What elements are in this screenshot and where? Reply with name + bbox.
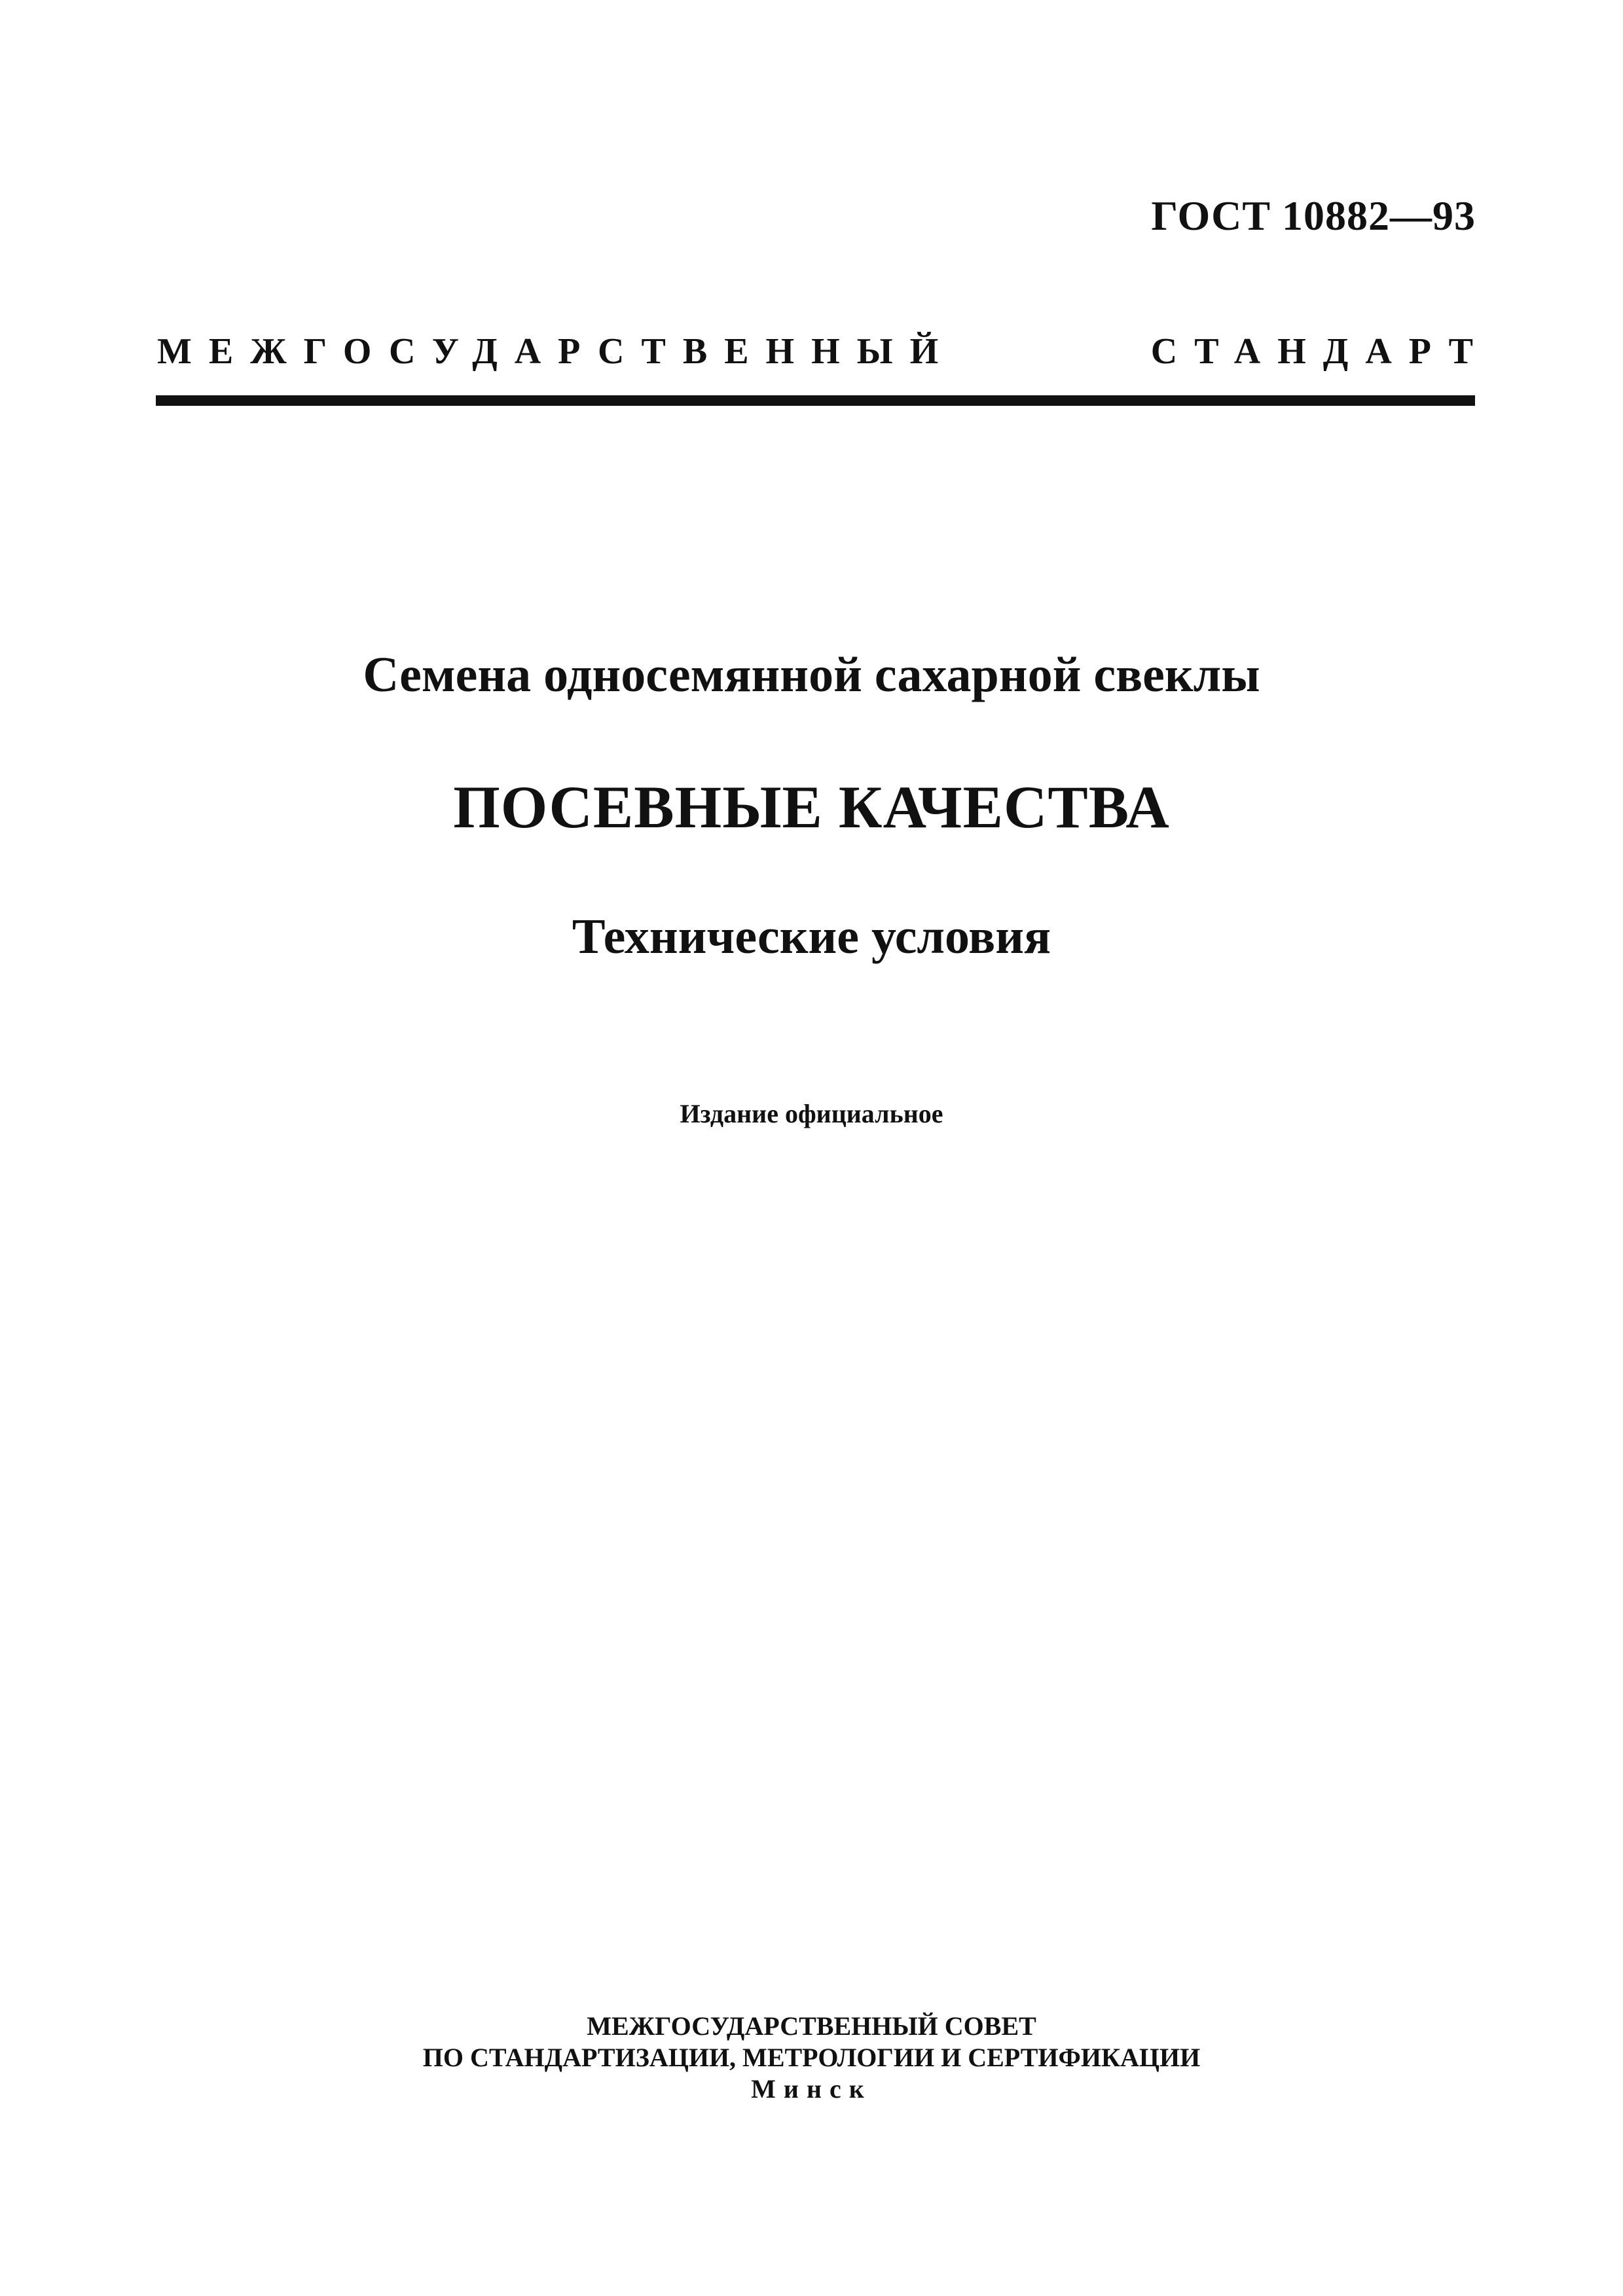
publisher-line-1: МЕЖГОСУДАРСТВЕННЫЙ СОВЕТ xyxy=(587,2011,1036,2041)
publisher-line-2: ПО СТАНДАРТИЗАЦИИ, МЕТРОЛОГИИ И СЕРТИФИКАЦИИ xyxy=(422,2043,1201,2072)
header-divider-rule xyxy=(156,395,1475,406)
standard-category-word-1: МЕЖГОСУДАРСТВЕННЫЙ xyxy=(157,331,956,372)
standard-category-header xyxy=(157,331,1490,372)
document-title: Семена односемянной сахарной свеклы xyxy=(363,647,1260,702)
edition-label: Издание официальное xyxy=(680,1099,943,1128)
standard-category-word-2: СТАНДАРТ xyxy=(1150,331,1490,372)
document-number: ГОСТ 10882—93 xyxy=(1151,192,1476,239)
publisher-block xyxy=(0,2011,1623,2105)
publisher-city: Минск xyxy=(751,2074,872,2104)
document-subtitle: Технические условия xyxy=(572,909,1051,964)
document-title-uppercase: ПОСЕВНЫЕ КАЧЕСТВА xyxy=(453,774,1170,840)
